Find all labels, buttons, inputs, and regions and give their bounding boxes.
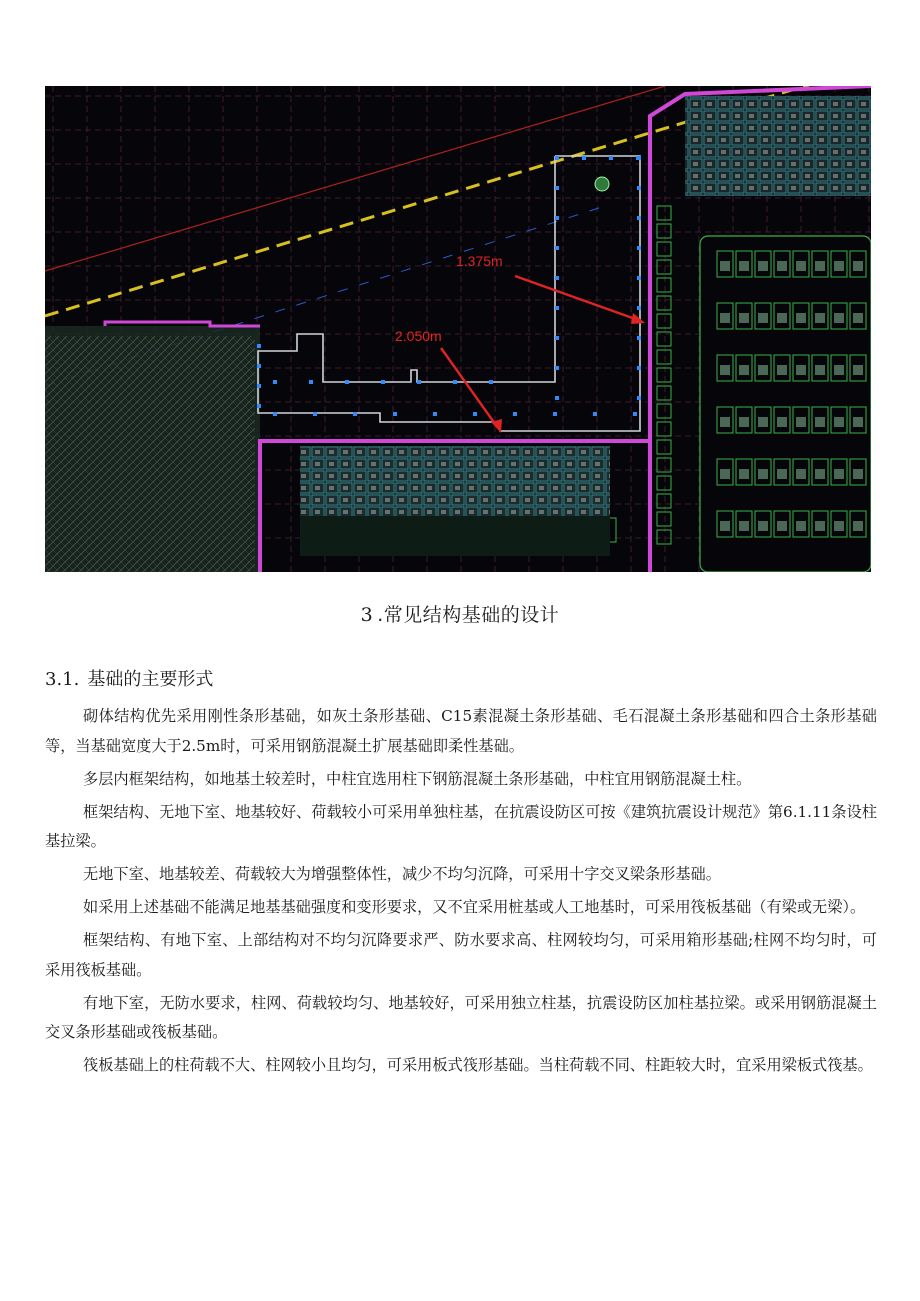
parking-bay bbox=[657, 278, 671, 292]
section-heading bbox=[0, 600, 920, 627]
paragraph-6: 框架结构、有地下室、上部结构对不均匀沉降要求严、防水要求高、柱网较均匀，可采用箱形基础;柱网不均匀时，可采用筏板基础。 bbox=[45, 931, 877, 979]
parking-car bbox=[853, 417, 863, 427]
parking-car bbox=[758, 521, 768, 531]
subsection-title-text: 基础的主要形式 bbox=[87, 669, 214, 690]
cad-drawing-svg bbox=[45, 86, 871, 572]
column-marker bbox=[593, 412, 597, 416]
cad-drawing-figure bbox=[45, 86, 871, 572]
parking-car bbox=[758, 469, 768, 479]
column-marker bbox=[637, 336, 641, 340]
paragraph-2: 多层内框架结构，如地基土较差时，中柱宜选用柱下钢筋混凝土条形基础，中柱宜用钢筋混凝土柱。 bbox=[83, 769, 752, 788]
parking-car bbox=[777, 313, 787, 323]
parking-car bbox=[834, 469, 844, 479]
column-marker bbox=[313, 412, 317, 416]
parking-car bbox=[739, 261, 749, 271]
column-marker bbox=[257, 384, 261, 388]
body-text bbox=[45, 702, 877, 1084]
parking-car bbox=[720, 469, 730, 479]
column-marker bbox=[555, 276, 559, 280]
column-marker bbox=[555, 336, 559, 340]
parking-car bbox=[815, 365, 825, 375]
parking-car bbox=[815, 521, 825, 531]
parking-car bbox=[796, 417, 806, 427]
column-marker bbox=[273, 380, 277, 384]
parking-car bbox=[777, 521, 787, 531]
parking-car bbox=[739, 469, 749, 479]
parking-car bbox=[739, 417, 749, 427]
paragraph-4: 无地下室、地基较差、荷载较大为增强整体性，减少不均匀沉降，可采用十字交叉梁条形基础。 bbox=[83, 865, 721, 883]
column-marker bbox=[609, 156, 613, 160]
parking-car bbox=[796, 365, 806, 375]
parking-car bbox=[720, 417, 730, 427]
parking-bay bbox=[657, 350, 671, 364]
column-marker bbox=[637, 366, 641, 370]
parking-car bbox=[834, 365, 844, 375]
column-marker bbox=[393, 412, 397, 416]
column-marker bbox=[353, 412, 357, 416]
column-marker bbox=[553, 412, 557, 416]
parking-car bbox=[834, 313, 844, 323]
column-marker bbox=[637, 396, 641, 400]
column-marker bbox=[555, 186, 559, 190]
grid-bubble bbox=[595, 177, 609, 191]
column-marker bbox=[345, 380, 349, 384]
column-marker bbox=[309, 380, 313, 384]
parking-car bbox=[834, 261, 844, 271]
parking-car bbox=[815, 261, 825, 271]
parking-car bbox=[853, 365, 863, 375]
parking-car bbox=[739, 365, 749, 375]
parking-car bbox=[720, 365, 730, 375]
column-marker bbox=[637, 276, 641, 280]
parking-bay bbox=[657, 512, 671, 526]
column-marker bbox=[489, 380, 493, 384]
parking-bay bbox=[657, 368, 671, 382]
dimension-label-1375: 1.375m bbox=[456, 253, 503, 269]
parking-car bbox=[834, 417, 844, 427]
parking-car bbox=[853, 261, 863, 271]
annotation-1375 bbox=[456, 253, 645, 324]
column-marker bbox=[257, 344, 261, 348]
column-marker bbox=[555, 396, 559, 400]
red-guide-line bbox=[45, 86, 665, 271]
parking-car bbox=[720, 313, 730, 323]
parking-car bbox=[720, 261, 730, 271]
column-marker bbox=[555, 216, 559, 220]
subsection-heading bbox=[45, 665, 213, 691]
parking-car bbox=[777, 261, 787, 271]
column-marker bbox=[257, 364, 261, 368]
parking-car bbox=[796, 313, 806, 323]
parking-bay bbox=[657, 476, 671, 490]
section-title-text: .常见结构基础的设计 bbox=[377, 604, 560, 626]
parking-bay bbox=[657, 260, 671, 274]
parking-bay bbox=[657, 440, 671, 454]
column-marker bbox=[555, 156, 559, 160]
column-marker bbox=[637, 216, 641, 220]
column-marker bbox=[273, 412, 277, 416]
dimension-label-2050: 2.050m bbox=[395, 328, 442, 344]
building-outline bbox=[258, 156, 640, 431]
parking-bay bbox=[657, 404, 671, 418]
column-marker bbox=[633, 412, 637, 416]
parking-car bbox=[815, 417, 825, 427]
column-marker bbox=[555, 366, 559, 370]
column-marker bbox=[555, 246, 559, 250]
parking-car bbox=[777, 417, 787, 427]
lower-middle-building bbox=[300, 446, 610, 556]
parking-car bbox=[739, 521, 749, 531]
parking-car bbox=[853, 521, 863, 531]
column-marker bbox=[636, 156, 640, 160]
parking-car bbox=[796, 469, 806, 479]
column-marker bbox=[513, 412, 517, 416]
parking-car bbox=[777, 469, 787, 479]
column-marker bbox=[381, 380, 385, 384]
parking-car bbox=[796, 261, 806, 271]
parking-bay bbox=[657, 530, 671, 544]
parking-car bbox=[758, 417, 768, 427]
parking-car bbox=[796, 521, 806, 531]
subsection-number: 3.1. bbox=[45, 669, 80, 690]
parking-car bbox=[815, 313, 825, 323]
parking-car bbox=[720, 521, 730, 531]
column-marker bbox=[257, 404, 261, 408]
column-marker bbox=[433, 412, 437, 416]
parking-car bbox=[815, 469, 825, 479]
paragraph-5: 如采用上述基础不能满足地基基础强度和变形要求，又不宜采用桩基或人工地基时，可采用筏板基础（有梁或无梁）。 bbox=[83, 898, 866, 916]
column-marker bbox=[637, 306, 641, 310]
parking-car bbox=[758, 313, 768, 323]
column-marker bbox=[637, 246, 641, 250]
parking-bay bbox=[657, 314, 671, 328]
parking-car bbox=[853, 469, 863, 479]
column-marker bbox=[637, 186, 641, 190]
parking-car bbox=[853, 313, 863, 323]
parking-bay bbox=[657, 206, 671, 220]
parking-bay bbox=[657, 242, 671, 256]
parking-car bbox=[777, 365, 787, 375]
paragraph-7: 有地下室，无防水要求，柱网、荷载较均匀、地基较好，可采用独立柱基，抗震设防区加柱基拉梁。或采用钢筋混凝土交叉条形基础或筏板基础。 bbox=[45, 993, 877, 1041]
parking-bay bbox=[657, 224, 671, 238]
column-marker bbox=[582, 156, 586, 160]
upper-right-building bbox=[685, 96, 871, 196]
paragraph-3: 框架结构、无地下室、地基较好、荷载较小可采用单独柱基，在抗震设防区可按《建筑抗震设计规范》第6.1.11条设柱基拉梁。 bbox=[45, 802, 877, 850]
left-building-block bbox=[45, 322, 260, 572]
paragraph-1: 砌体结构优先采用刚性条形基础，如灰土条形基础、C15素混凝土条形基础、毛石混凝土条形基础和四合土条形基础等，当基础宽度大于2.5m时，可采用钢筋混凝土扩展基础即柔性基础。 bbox=[45, 707, 877, 755]
column-marker bbox=[417, 380, 421, 384]
section-number: 3 bbox=[360, 604, 374, 626]
parking-car bbox=[758, 365, 768, 375]
column-marker bbox=[453, 380, 457, 384]
parking-bay bbox=[657, 386, 671, 400]
column-marker bbox=[473, 412, 477, 416]
parking-bay bbox=[657, 422, 671, 436]
parking-car bbox=[739, 313, 749, 323]
parking-car bbox=[758, 261, 768, 271]
parking-bay bbox=[657, 296, 671, 310]
paragraph-8: 筏板基础上的柱荷载不大、柱网较小且均匀，可采用板式筏形基础。当柱荷载不同、柱距较大时，宜采用梁板式筏基。 bbox=[83, 1056, 873, 1074]
parking-bay bbox=[657, 494, 671, 508]
parking-car bbox=[834, 521, 844, 531]
column-marker bbox=[555, 306, 559, 310]
